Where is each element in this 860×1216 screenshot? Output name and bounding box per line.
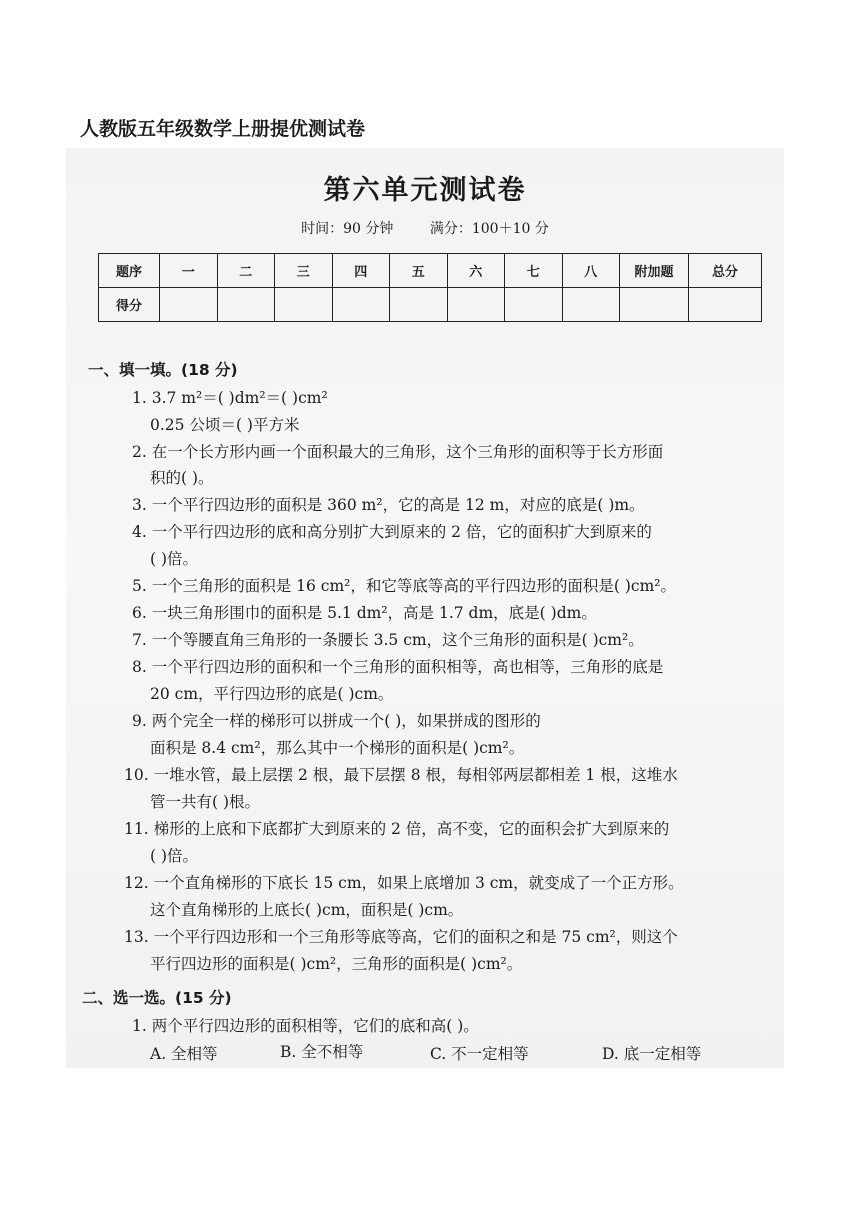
score-cell — [390, 288, 448, 322]
question-line: 1. 两个平行四边形的面积相等，它们的底和高( )。 — [132, 1017, 479, 1035]
score-header-cell: 四 — [332, 254, 390, 288]
score-cell — [505, 288, 563, 322]
score-cell — [275, 288, 333, 322]
question-line: ( )倍。 — [150, 550, 199, 568]
question-line: 积的( )。 — [150, 469, 214, 487]
question-line: 9. 两个完全一样的梯形可以拼成一个( )，如果拼成的图形的 — [132, 712, 541, 730]
score-cell — [447, 288, 505, 322]
question-line: 11. 梯形的上底和下底都扩大到原来的 2 倍，高不变，它的面积会扩大到原来的 — [124, 820, 670, 838]
score-header-cell: 八 — [562, 254, 620, 288]
exam-title: 第六单元测试卷 — [323, 175, 527, 206]
score-cell — [217, 288, 275, 322]
document-header: 人教版五年级数学上册提优测试卷 — [80, 118, 366, 140]
option-a: A. 全相等 — [150, 1045, 218, 1063]
score-cell — [562, 288, 620, 322]
option-d: D. 底一定相等 — [602, 1045, 702, 1063]
question-line: 2. 在一个长方形内画一个面积最大的三角形，这个三角形的面积等于长方形面 — [132, 443, 664, 461]
question-line: 3. 一个平行四边形的面积是 360 m²，它的高是 12 m，对应的底是( )m。 — [132, 496, 645, 514]
score-row-label: 得分 — [99, 288, 160, 322]
question-line: 12. 一个直角梯形的下底长 15 cm，如果上底增加 3 cm，就变成了一个正方形。 — [124, 874, 684, 892]
question-line: 1. 3.7 m²＝( )dm²＝( )cm² — [132, 389, 328, 407]
score-header-cell: 七 — [505, 254, 563, 288]
exam-full-score: 满分：100＋10 分 — [429, 221, 549, 237]
exam-time: 时间：90 分钟 — [301, 221, 394, 237]
score-header-cell: 三 — [275, 254, 333, 288]
score-cell — [620, 288, 689, 322]
question-line: 8. 一个平行四边形的面积和一个三角形的面积相等，高也相等，三角形的底是 — [132, 658, 664, 676]
option-c: C. 不一定相等 — [430, 1045, 529, 1063]
section2-heading: 二、选一选。(15 分) — [82, 989, 232, 1007]
score-header-cell: 一 — [160, 254, 218, 288]
question-line: 面积是 8.4 cm²，那么其中一个梯形的面积是( )cm²。 — [150, 739, 525, 757]
score-cell — [689, 288, 762, 322]
question-line: 6. 一块三角形围巾的面积是 5.1 dm²，高是 1.7 dm，底是( )dm。 — [132, 604, 597, 622]
question-line: 13. 一个平行四边形和一个三角形等底等高，它们的面积之和是 75 cm²，则这个 — [124, 928, 678, 946]
question-line: ( )倍。 — [150, 847, 199, 865]
question-line: 4. 一个平行四边形的底和高分别扩大到原来的 2 倍，它的面积扩大到原来的 — [132, 523, 652, 541]
question-line: 20 cm，平行四边形的底是( )cm。 — [150, 685, 394, 703]
question-line: 5. 一个三角形的面积是 16 cm²，和它等底等高的平行四边形的面积是( )cm²。 — [132, 577, 677, 595]
score-cell — [332, 288, 390, 322]
question-line: 7. 一个等腰直角三角形的一条腰长 3.5 cm，这个三角形的面积是( )cm²。 — [132, 631, 644, 649]
question-line: 管一共有( )根。 — [150, 793, 261, 811]
score-table — [98, 253, 762, 322]
option-b: B. 全不相等 — [280, 1043, 364, 1061]
exam-info — [66, 218, 784, 238]
score-header-cell: 五 — [390, 254, 448, 288]
score-header-cell: 题序 — [99, 254, 160, 288]
score-table-header-row — [99, 254, 762, 288]
question-line: 这个直角梯形的上底长( )cm，面积是( )cm。 — [150, 901, 464, 919]
question-line: 0.25 公顷＝( )平方米 — [150, 416, 300, 434]
question-line: 10. 一堆水管，最上层摆 2 根，最下层摆 8 根，每相邻两层都相差 1 根，这堆水 — [124, 766, 678, 784]
score-header-cell: 六 — [447, 254, 505, 288]
score-header-cell: 总分 — [689, 254, 762, 288]
score-header-cell: 二 — [217, 254, 275, 288]
score-header-cell: 附加题 — [620, 254, 689, 288]
section1-heading: 一、填一填。(18 分) — [88, 361, 238, 379]
score-table-score-row — [99, 288, 762, 322]
score-cell — [160, 288, 218, 322]
question-line: 平行四边形的面积是( )cm²，三角形的面积是( )cm²。 — [150, 955, 523, 973]
